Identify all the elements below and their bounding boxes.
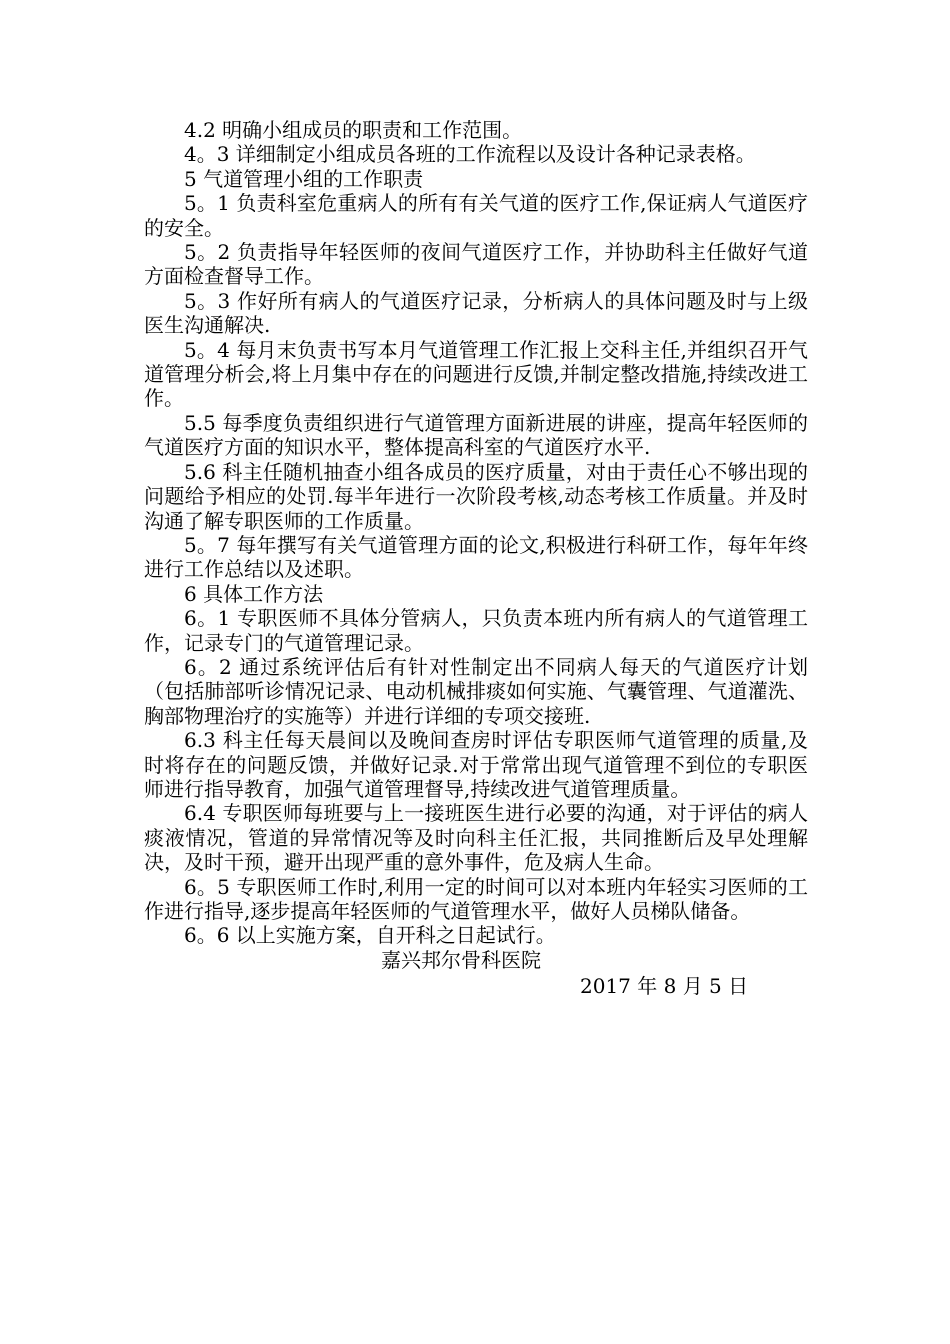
signature-organization: 嘉兴邦尔骨科医院 xyxy=(381,947,541,972)
paragraph-6-4: 6.4 专职医师每班要与上一接班医生进行必要的沟通，对于评估的病人痰液情况，管道的异常情况等及时向科主任汇报，共同推断后及早处理解决，及时干预，避开出现严重的意外事件，危及病人生命。 xyxy=(144,801,808,875)
paragraph-5-6: 5.6 科主任随机抽查小组各成员的医疗质量，对由于责任心不够出现的问题给予相应的处罚.每半年进行一次阶段考核,动态考核工作质量。并及时沟通了解专职医师的工作质量。 xyxy=(144,459,808,533)
paragraph-5-3: 5。3 作好所有病人的气道医疗记录，分析病人的具体问题及时与上级医生沟通解决. xyxy=(144,288,808,338)
paragraph-6-6: 6。6 以上实施方案，自开科之日起试行。 xyxy=(184,923,556,948)
paragraph-6-5: 6。5 专职医师工作时,利用一定的时间可以对本班内年轻实习医师的工作进行指导,逐步提高年轻医师的气道管理水平，做好人员梯队储备。 xyxy=(144,874,808,923)
paragraph-4-3: 4。3 详细制定小组成员各班的工作流程以及设计各种记录表格。 xyxy=(184,142,756,167)
section-heading-5: 5 气道管理小组的工作职责 xyxy=(184,166,424,191)
section-heading-6: 6 具体工作方法 xyxy=(184,581,324,606)
paragraph-5-2: 5。2 负责指导年轻医师的夜间气道医疗工作，并协助科主任做好气道方面检查督导工作。 xyxy=(144,240,808,289)
paragraph-5-5: 5.5 每季度负责组织进行气道管理方面新进展的讲座，提高年轻医师的气道医疗方面的知识水平，整体提高科室的气道医疗水平. xyxy=(144,410,808,460)
document-page xyxy=(144,118,808,999)
paragraph-6-2: 6。2 通过系统评估后有针对性制定出不同病人每天的气道医疗计划（包括肺部听诊情况记录、电动机械排痰如何实施、气囊管理、气道灌洗、胸部物理治疗的实施等）并进行详细的专项交接班. xyxy=(144,654,808,728)
signature-date: 2017 年 8 月 5 日 xyxy=(580,974,749,999)
paragraph-4-2: 4.2 明确小组成员的职责和工作范围。 xyxy=(184,118,523,142)
paragraph-5-1: 5。1 负责科室危重病人的所有有关气道的医疗工作,保证病人气道医疗的安全。 xyxy=(144,191,808,240)
paragraph-5-7: 5。7 每年撰写有关气道管理方面的论文,积极进行科研工作，每年年终进行工作总结以及述职。 xyxy=(144,532,808,582)
paragraph-6-3: 6.3 科主任每天晨间以及晚间查房时评估专职医师气道管理的质量,及时将存在的问题反馈，并做好记录.对于常常出现气道管理不到位的专职医师进行指导教育，加强气道管理督导,持续改进气道管理质量。 xyxy=(144,728,808,801)
paragraph-6-1: 6。1 专职医师不具体分管病人，只负责本班内所有病人的气道管理工作，记录专门的气道管理记录。 xyxy=(144,606,808,655)
paragraph-5-4: 5。4 每月末负责书写本月气道管理工作汇报上交科主任,并组织召开气道管理分析会,将上月集中存在的问题进行反馈,并制定整改措施,持续改进工作。 xyxy=(144,337,808,411)
